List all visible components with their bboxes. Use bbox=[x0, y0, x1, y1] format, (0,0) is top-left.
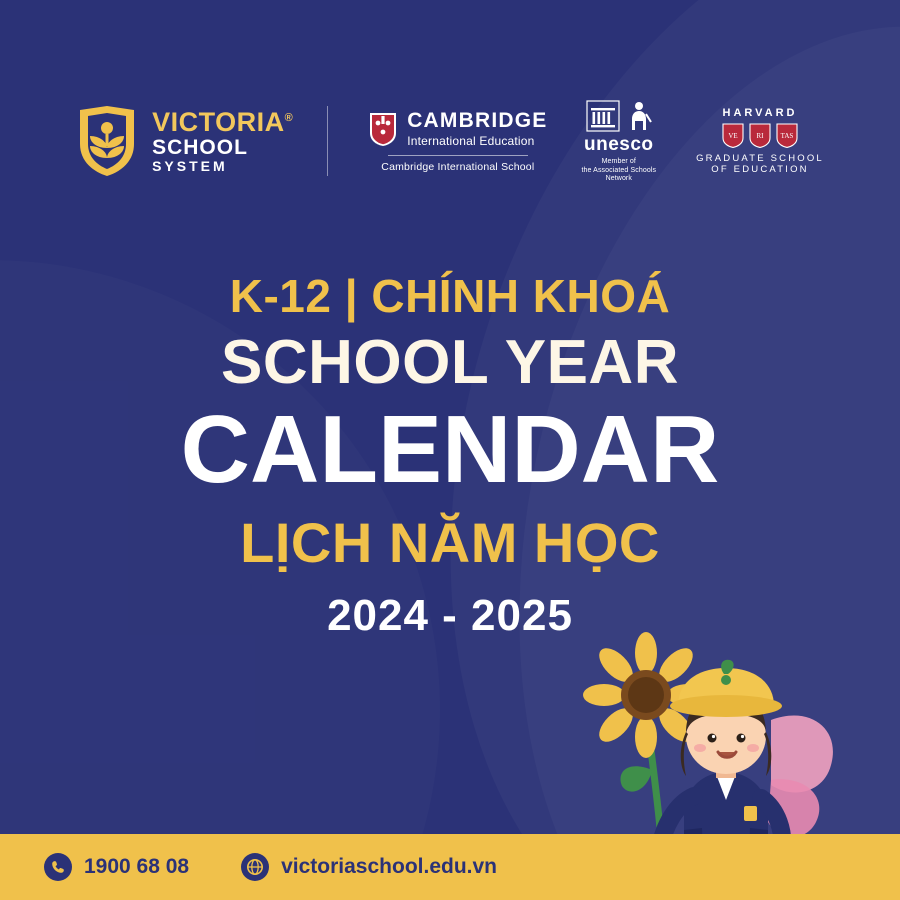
cambridge-footer: Cambridge International School bbox=[381, 160, 535, 173]
phone-number: 1900 68 08 bbox=[84, 855, 190, 878]
globe-icon bbox=[241, 853, 269, 881]
unesco-subtitle-line-2: the Associated Schools bbox=[581, 166, 657, 174]
victoria-school-system-logo bbox=[76, 104, 327, 178]
contact-footer-bar bbox=[0, 834, 900, 900]
headline-block bbox=[0, 272, 900, 641]
harvard-shield-icon bbox=[696, 123, 824, 148]
svg-text:TAS: TAS bbox=[780, 132, 794, 140]
victoria-wordmark bbox=[152, 108, 293, 175]
cambridge-crest-icon bbox=[368, 111, 398, 147]
unesco-wordmark: unesco bbox=[584, 133, 654, 155]
cambridge-name: CAMBRIDGE bbox=[407, 108, 548, 132]
svg-text:VE: VE bbox=[728, 132, 738, 140]
partner-logo-bar bbox=[0, 86, 900, 196]
headline-calendar: CALENDAR bbox=[180, 395, 720, 503]
cambridge-subtitle: International Education bbox=[407, 133, 535, 148]
website-url: victoriaschool.edu.vn bbox=[281, 855, 497, 878]
unesco-person-icon bbox=[626, 100, 652, 132]
unesco-subtitle-line-3: Network bbox=[605, 175, 632, 183]
victoria-word-school: SCHOOL bbox=[152, 135, 248, 159]
unesco-temple-icon bbox=[586, 100, 620, 132]
website-contact[interactable] bbox=[241, 853, 497, 881]
headline-kicker: K-12 | CHÍNH KHOÁ bbox=[229, 270, 671, 322]
cambridge-logo bbox=[368, 110, 547, 173]
registered-mark: ® bbox=[284, 111, 294, 124]
harvard-line-1: GRADUATE SCHOOL bbox=[696, 153, 824, 164]
unesco-logo bbox=[581, 98, 656, 184]
cambridge-rule bbox=[388, 155, 528, 156]
logo-divider bbox=[327, 106, 328, 176]
harvard-line-2: OF EDUCATION bbox=[711, 164, 809, 175]
svg-text:RI: RI bbox=[756, 132, 764, 140]
harvard-logo bbox=[696, 107, 824, 175]
harvard-name: HARVARD bbox=[722, 107, 798, 119]
phone-contact[interactable] bbox=[44, 853, 189, 881]
unesco-subtitle-line-1: Member of bbox=[601, 157, 636, 165]
victoria-word-system: SYSTEM bbox=[152, 158, 228, 175]
headline-vietnamese: LỊCH NĂM HỌC bbox=[240, 510, 660, 574]
headline-years: 2024 - 2025 bbox=[327, 591, 573, 641]
headline-school-year: SCHOOL YEAR bbox=[221, 328, 679, 398]
victoria-shield-icon bbox=[76, 104, 138, 178]
phone-icon bbox=[44, 853, 72, 881]
victoria-name: VICTORIA bbox=[152, 106, 285, 137]
